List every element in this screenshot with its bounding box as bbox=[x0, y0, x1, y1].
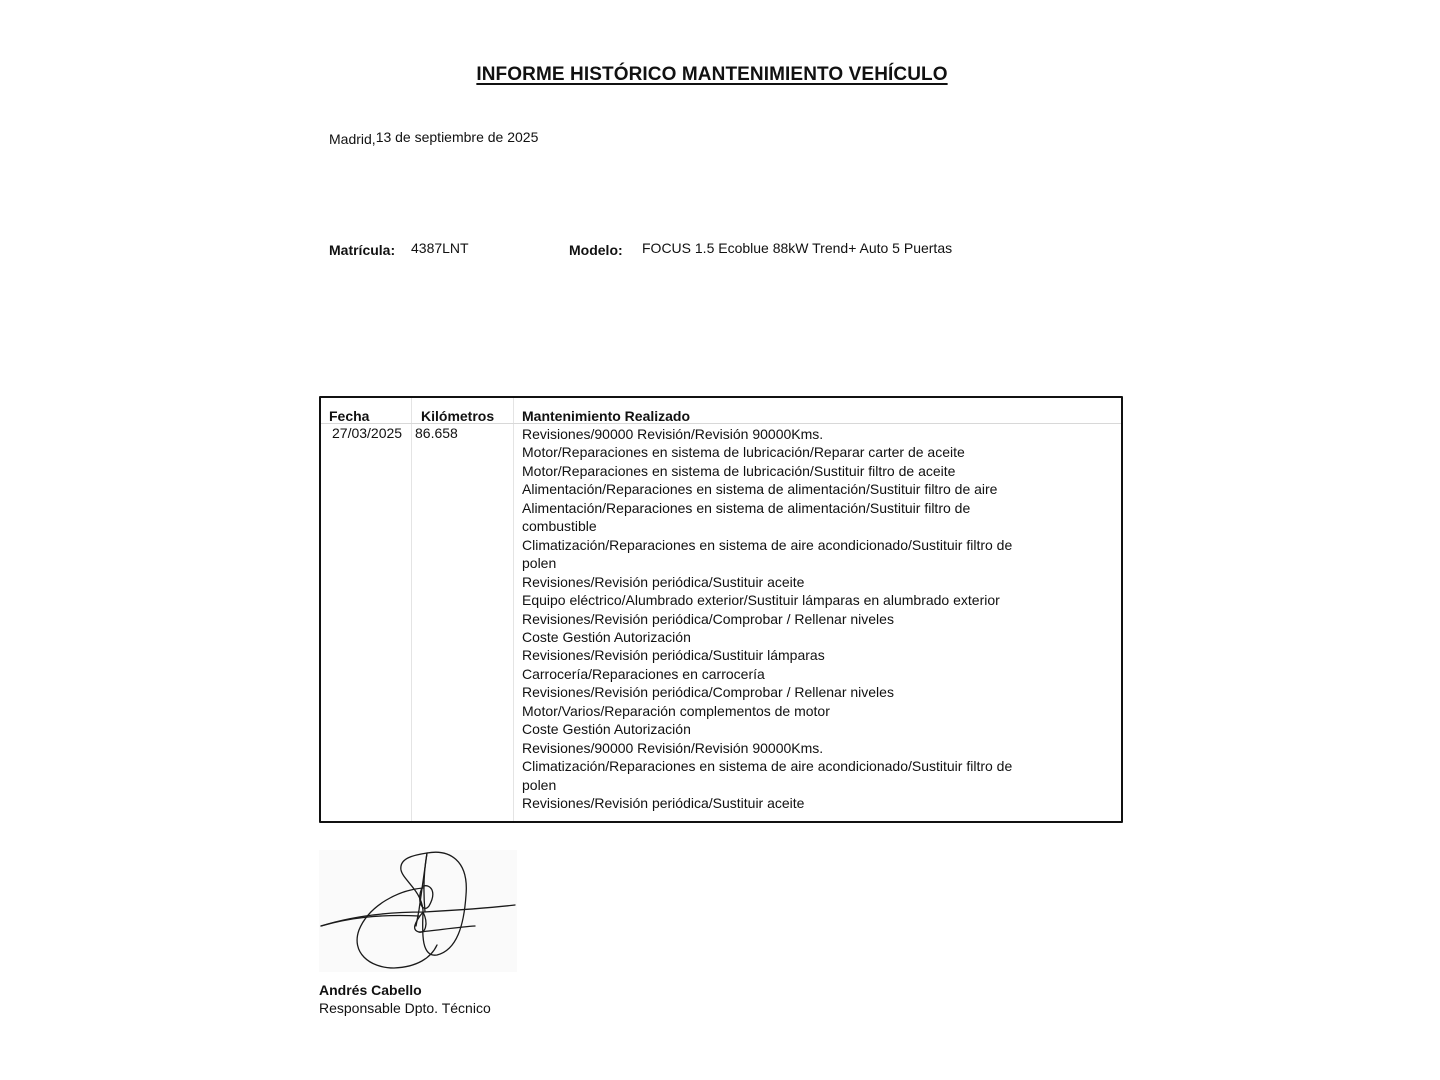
task-line: Climatización/Reparaciones en sistema de aire acondicionado/Sustituir filtro de bbox=[522, 536, 1013, 553]
header-mantenimiento: Mantenimiento Realizado bbox=[522, 408, 691, 424]
maintenance-table bbox=[319, 396, 1123, 823]
model-value: FOCUS 1.5 Ecoblue 88kW Trend+ Auto 5 Puertas bbox=[642, 240, 953, 256]
task-line: Equipo eléctrico/Alumbrado exterior/Sustituir lámparas en alumbrado exterior bbox=[522, 592, 1000, 609]
task-line: Climatización/Reparaciones en sistema de aire acondicionado/Sustituir filtro de bbox=[522, 758, 1013, 775]
plate-label: Matrícula: bbox=[329, 242, 396, 258]
task-line: Coste Gestión Autorización bbox=[522, 721, 691, 738]
task-line: Revisiones/Revisión periódica/Sustituir aceite bbox=[522, 795, 805, 812]
task-line: Motor/Varios/Reparación complementos de motor bbox=[522, 702, 830, 719]
task-line: Revisiones/Revisión periódica/Comprobar / Rellenar niveles bbox=[522, 684, 894, 701]
header-fecha: Fecha bbox=[329, 408, 370, 424]
task-line: Revisiones/Revisión periódica/Comprobar / Rellenar niveles bbox=[522, 610, 894, 627]
task-line: Revisiones/Revisión periódica/Sustituir lámparas bbox=[522, 647, 825, 664]
task-line: Motor/Reparaciones en sistema de lubricación/Sustituir filtro de aceite bbox=[522, 462, 956, 479]
signature-image bbox=[319, 850, 517, 972]
column-divider bbox=[411, 398, 412, 821]
task-line: Revisiones/90000 Revisión/Revisión 90000Kms. bbox=[522, 739, 824, 756]
task-line: Alimentación/Reparaciones en sistema de alimentación/Sustituir filtro de bbox=[522, 499, 971, 516]
task-line: Coste Gestión Autorización bbox=[522, 628, 691, 645]
page-title: INFORME HISTÓRICO MANTENIMIENTO VEHÍCULO bbox=[476, 64, 948, 85]
task-line: combustible bbox=[522, 518, 597, 535]
model-label: Modelo: bbox=[569, 242, 623, 258]
place-date bbox=[329, 129, 538, 145]
cell-fecha: 27/03/2025 bbox=[332, 425, 403, 441]
cell-kilometros: 86.658 bbox=[415, 425, 458, 441]
maintenance-task-list bbox=[522, 425, 1012, 813]
report-date: 13 de septiembre de 2025 bbox=[375, 129, 539, 145]
city: Madrid, bbox=[329, 131, 376, 147]
header-kilometros: Kilómetros bbox=[421, 408, 495, 424]
column-divider bbox=[513, 398, 514, 821]
handwritten-signature-icon bbox=[319, 850, 517, 972]
plate-value: 4387LNT bbox=[411, 240, 469, 256]
task-line: Revisiones/Revisión periódica/Sustituir aceite bbox=[522, 573, 805, 590]
task-line: Revisiones/90000 Revisión/Revisión 90000Kms. bbox=[522, 426, 824, 442]
task-line: Alimentación/Reparaciones en sistema de alimentación/Sustituir filtro de aire bbox=[522, 481, 998, 498]
signer-role: Responsable Dpto. Técnico bbox=[319, 1000, 491, 1016]
task-line: polen bbox=[522, 776, 557, 793]
task-line: polen bbox=[522, 555, 557, 572]
signer-name: Andrés Cabello bbox=[319, 982, 422, 998]
task-line: Carrocería/Reparaciones en carrocería bbox=[522, 665, 765, 682]
task-line: Motor/Reparaciones en sistema de lubricación/Reparar carter de aceite bbox=[522, 444, 965, 461]
